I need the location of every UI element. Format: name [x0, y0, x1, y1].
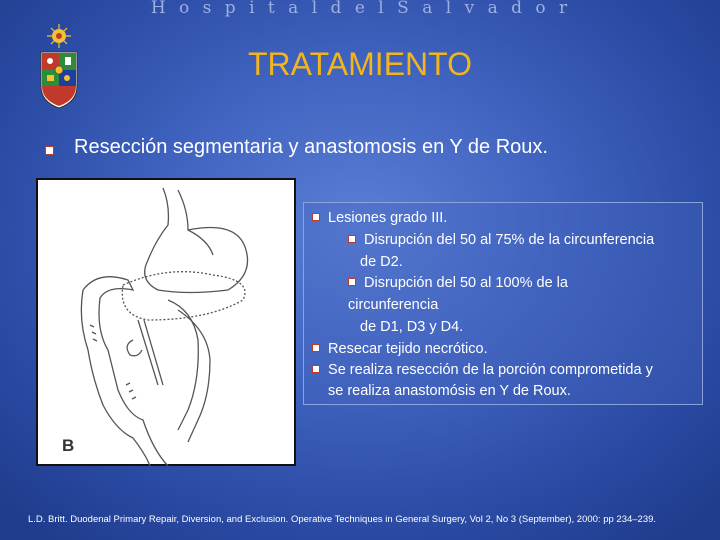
list-item: Resecar tejido necrótico. — [312, 341, 488, 357]
bullet-square-icon — [348, 235, 356, 243]
list-item-continuation: circunferencia — [348, 297, 439, 313]
citation: L.D. Britt. Duodenal Primary Repair, Diversion, and Exclusion. Operative Techniques in General Surgery, Vol 2, No 3 (September), 2000: pp 234–239. — [28, 514, 657, 525]
list-item: Disrupción del 50 al 100% de la — [348, 275, 568, 291]
list-item: Se realiza resección de la porción comprometida y — [312, 362, 653, 378]
surgical-figure — [36, 178, 296, 466]
list-item: Lesiones grado III. — [312, 210, 447, 226]
bullet-square-icon — [312, 213, 320, 221]
surgical-anatomy-illustration — [38, 180, 296, 466]
list-item: Disrupción del 50 al 75% de la circunferencia — [348, 232, 654, 248]
figure-label: B — [62, 436, 75, 455]
bullet-square-icon — [45, 146, 54, 155]
list-item-continuation: de D2. — [360, 254, 403, 270]
bullet-square-icon — [348, 278, 356, 286]
hospital-name: H o s p i t a l d e l S a l v a d o r — [150, 0, 570, 18]
bullet-square-icon — [312, 344, 320, 352]
list-item-continuation: se realiza anastomósis en Y de Roux. — [328, 383, 571, 399]
main-bullet-text: Resección segmentaria y anastomosis en Y de Roux. — [74, 136, 548, 158]
list-item-continuation: de D1, D3 y D4. — [360, 319, 464, 335]
slide-title: TRATAMIENTO — [248, 46, 472, 82]
bullet-square-icon — [312, 365, 320, 373]
info-box — [303, 202, 703, 405]
